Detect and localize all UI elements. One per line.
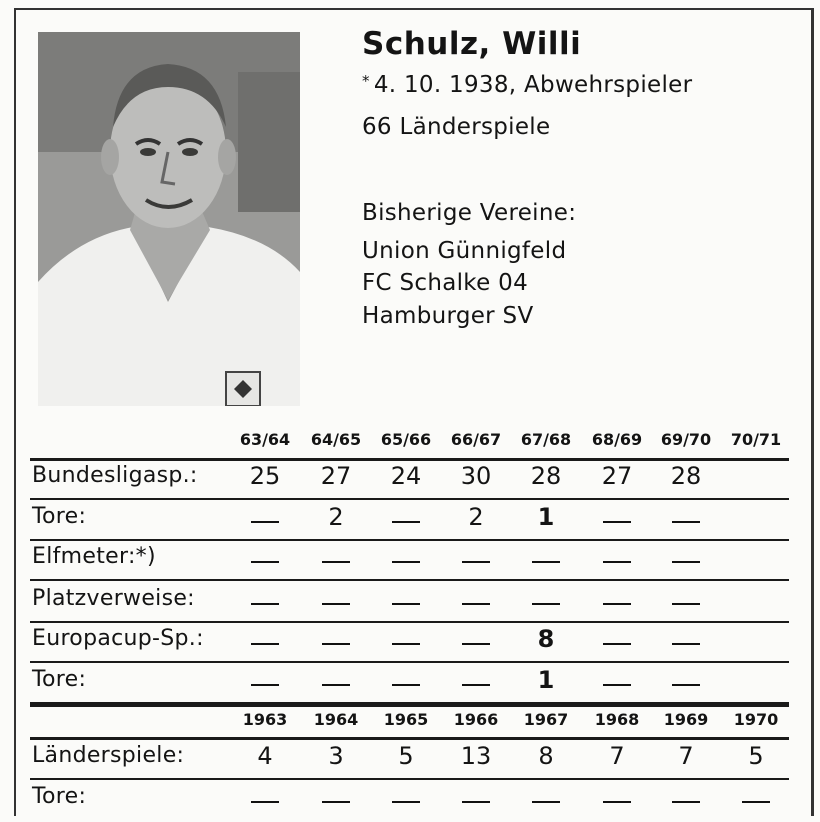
stat-value: 25 <box>249 462 281 490</box>
row-label: Elfmeter:*) <box>32 544 156 569</box>
year-header: 1963 <box>242 710 288 729</box>
row-label: Bundesligasp.: <box>32 463 198 488</box>
birth-info: 4. 10. 1938, Abwehrspieler <box>373 72 693 98</box>
empty-dash <box>603 561 631 563</box>
stat-value: 3 <box>328 742 344 770</box>
empty-dash <box>251 643 279 645</box>
table-rule <box>30 579 789 581</box>
season-header: 67/68 <box>520 430 572 449</box>
empty-dash <box>603 521 631 523</box>
empty-dash <box>251 603 279 605</box>
stat-value: 1 <box>537 666 555 694</box>
empty-dash <box>251 561 279 563</box>
empty-dash <box>462 801 490 803</box>
empty-dash <box>603 643 631 645</box>
table-rule <box>30 621 789 623</box>
year-header: 1970 <box>733 710 779 729</box>
empty-dash <box>532 603 560 605</box>
season-header: 68/69 <box>591 430 643 449</box>
stat-value: 28 <box>530 462 562 490</box>
season-header: 70/71 <box>730 430 782 449</box>
empty-dash <box>532 561 560 563</box>
table-rule <box>30 458 789 461</box>
birth-marker: * <box>362 72 370 90</box>
empty-dash <box>603 801 631 803</box>
stat-value: 7 <box>609 742 625 770</box>
empty-dash <box>532 801 560 803</box>
stat-value: 5 <box>398 742 414 770</box>
year-header: 1969 <box>663 710 709 729</box>
stat-value: 24 <box>390 462 422 490</box>
row-label: Platzverweise: <box>32 586 195 611</box>
empty-dash <box>672 603 700 605</box>
empty-dash <box>672 684 700 686</box>
empty-dash <box>322 643 350 645</box>
season-header: 63/64 <box>239 430 291 449</box>
stat-value: 8 <box>537 625 555 653</box>
row-label: Tore: <box>32 504 87 529</box>
year-header: 1967 <box>523 710 569 729</box>
year-header: 1966 <box>453 710 499 729</box>
year-header: 1964 <box>313 710 359 729</box>
empty-dash <box>251 521 279 523</box>
stat-value: 30 <box>460 462 492 490</box>
empty-dash <box>603 603 631 605</box>
empty-dash <box>672 521 700 523</box>
season-header: 64/65 <box>310 430 362 449</box>
table-rule <box>30 778 789 780</box>
stat-value: 2 <box>328 503 344 531</box>
empty-dash <box>322 561 350 563</box>
empty-dash <box>251 684 279 686</box>
empty-dash <box>251 801 279 803</box>
stat-value: 1 <box>537 503 555 531</box>
empty-dash <box>392 684 420 686</box>
year-header: 1965 <box>383 710 429 729</box>
season-header: 69/70 <box>660 430 712 449</box>
stat-value: 2 <box>468 503 484 531</box>
club-item: Hamburger SV <box>362 303 534 329</box>
table-rule <box>30 539 789 541</box>
player-photo <box>38 32 300 406</box>
row-label: Tore: <box>32 667 87 692</box>
empty-dash <box>672 561 700 563</box>
caps-count: 66 Länderspiele <box>362 114 551 140</box>
table-rule <box>30 704 789 707</box>
stat-value: 28 <box>670 462 702 490</box>
empty-dash <box>462 603 490 605</box>
row-label: Länderspiele: <box>32 743 185 768</box>
empty-dash <box>322 684 350 686</box>
clubs-label: Bisherige Vereine: <box>362 200 577 226</box>
empty-dash <box>672 801 700 803</box>
empty-dash <box>392 521 420 523</box>
row-label: Tore: <box>32 784 87 809</box>
stat-value: 27 <box>320 462 352 490</box>
table-rule <box>30 737 789 740</box>
empty-dash <box>392 643 420 645</box>
birth-info-line <box>362 72 692 98</box>
stat-value: 4 <box>257 742 273 770</box>
club-item: Union Günnigfeld <box>362 238 567 264</box>
empty-dash <box>603 684 631 686</box>
table-rule <box>30 661 789 663</box>
empty-dash <box>322 603 350 605</box>
player-name: Schulz, Willi <box>362 26 582 62</box>
empty-dash <box>392 603 420 605</box>
year-header: 1968 <box>594 710 640 729</box>
empty-dash <box>462 643 490 645</box>
season-header: 66/67 <box>450 430 502 449</box>
empty-dash <box>462 561 490 563</box>
empty-dash <box>672 643 700 645</box>
empty-dash <box>462 684 490 686</box>
stat-value: 13 <box>460 742 492 770</box>
empty-dash <box>392 801 420 803</box>
row-label: Europacup-Sp.: <box>32 626 204 651</box>
season-header: 65/66 <box>380 430 432 449</box>
empty-dash <box>742 801 770 803</box>
stat-value: 5 <box>748 742 764 770</box>
empty-dash <box>392 561 420 563</box>
empty-dash <box>322 801 350 803</box>
stat-value: 8 <box>538 742 554 770</box>
stat-value: 7 <box>678 742 694 770</box>
table-rule <box>30 498 789 500</box>
club-item: FC Schalke 04 <box>362 270 529 296</box>
stat-value: 27 <box>601 462 633 490</box>
